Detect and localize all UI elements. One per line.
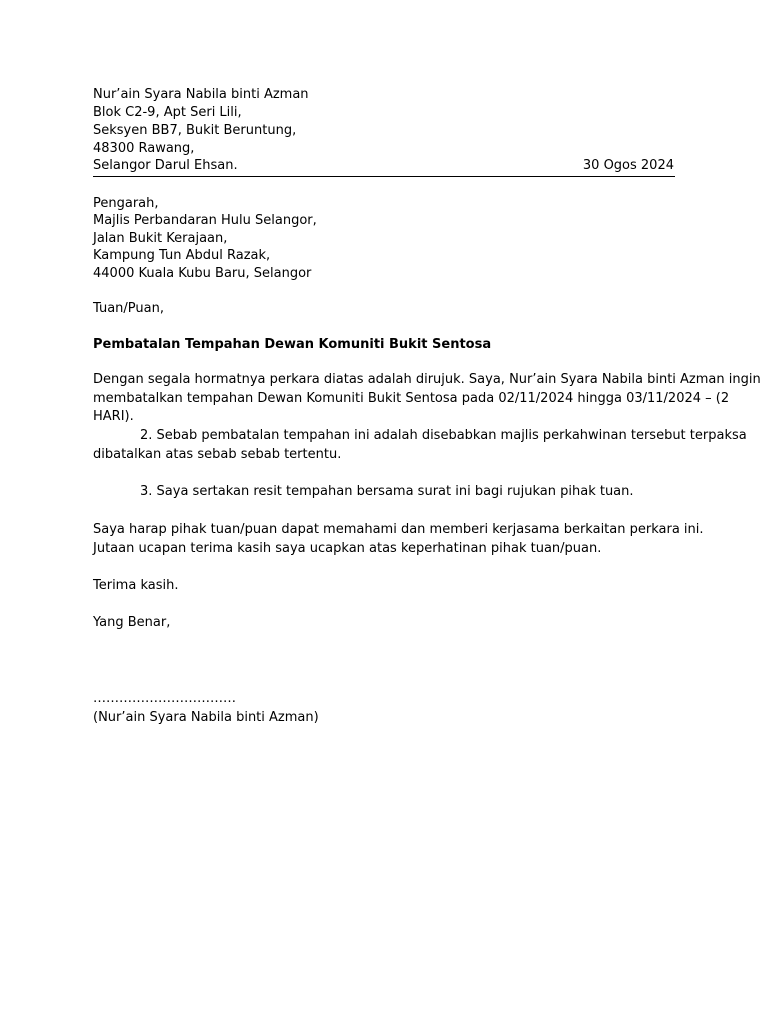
paragraph-1-line-3: HARI). [93,409,134,424]
letter-date: 30 Ogos 2024 [582,158,674,173]
sender-address-line-4: Selangor Darul Ehsan. [93,158,238,173]
letter-subject: Pembatalan Tempahan Dewan Komuniti Bukit Sentosa [93,337,492,352]
recipient-line-2: Majlis Perbandaran Hulu Selangor, [93,213,317,228]
paragraph-1-line-1: Dengan segala hormatnya perkara diatas adalah dirujuk. Saya, Nur’ain Syara Nabila binti Azman ingin [93,372,761,387]
sender-address-line-2: Seksyen BB7, Bukit Beruntung, [93,123,297,138]
closing-sign-off: Yang Benar, [93,615,171,630]
recipient-line-1: Pengarah, [93,196,159,211]
paragraph-4-line-1: Saya harap pihak tuan/puan dapat memahami dan memberi kerjasama berkaitan perkara ini. [93,522,704,537]
paragraph-2-line-2: dibatalkan atas sebab sebab tertentu. [93,447,342,462]
paragraph-1-line-2: membatalkan tempahan Dewan Komuniti Bukit Sentosa pada 02/11/2024 hingga 03/11/2024 – (2 [93,391,730,406]
paragraph-4-line-2: Jutaan ucapan terima kasih saya ucapkan atas keperhatinan pihak tuan/puan. [93,541,602,556]
sender-address-line-1: Blok C2-9, Apt Seri Lili, [93,105,242,120]
recipient-line-4: Kampung Tun Abdul Razak, [93,248,271,263]
paragraph-2-line-1: 2. Sebab pembatalan tempahan ini adalah disebabkan majlis perkahwinan tersebut terpaksa [140,428,747,443]
signature-line: …………………………… [93,691,236,706]
paragraph-3: 3. Saya sertakan resit tempahan bersama surat ini bagi rujukan pihak tuan. [140,484,634,499]
sender-name: Nur’ain Syara Nabila binti Azman [93,87,309,102]
closing-thanks: Terima kasih. [93,578,179,593]
header-divider [93,176,675,177]
sender-address-line-3: 48300 Rawang, [93,141,195,156]
salutation: Tuan/Puan, [93,301,164,316]
recipient-line-3: Jalan Bukit Kerajaan, [93,231,228,246]
recipient-line-5: 44000 Kuala Kubu Baru, Selangor [93,266,312,281]
signature-name: (Nur’ain Syara Nabila binti Azman) [93,710,319,725]
